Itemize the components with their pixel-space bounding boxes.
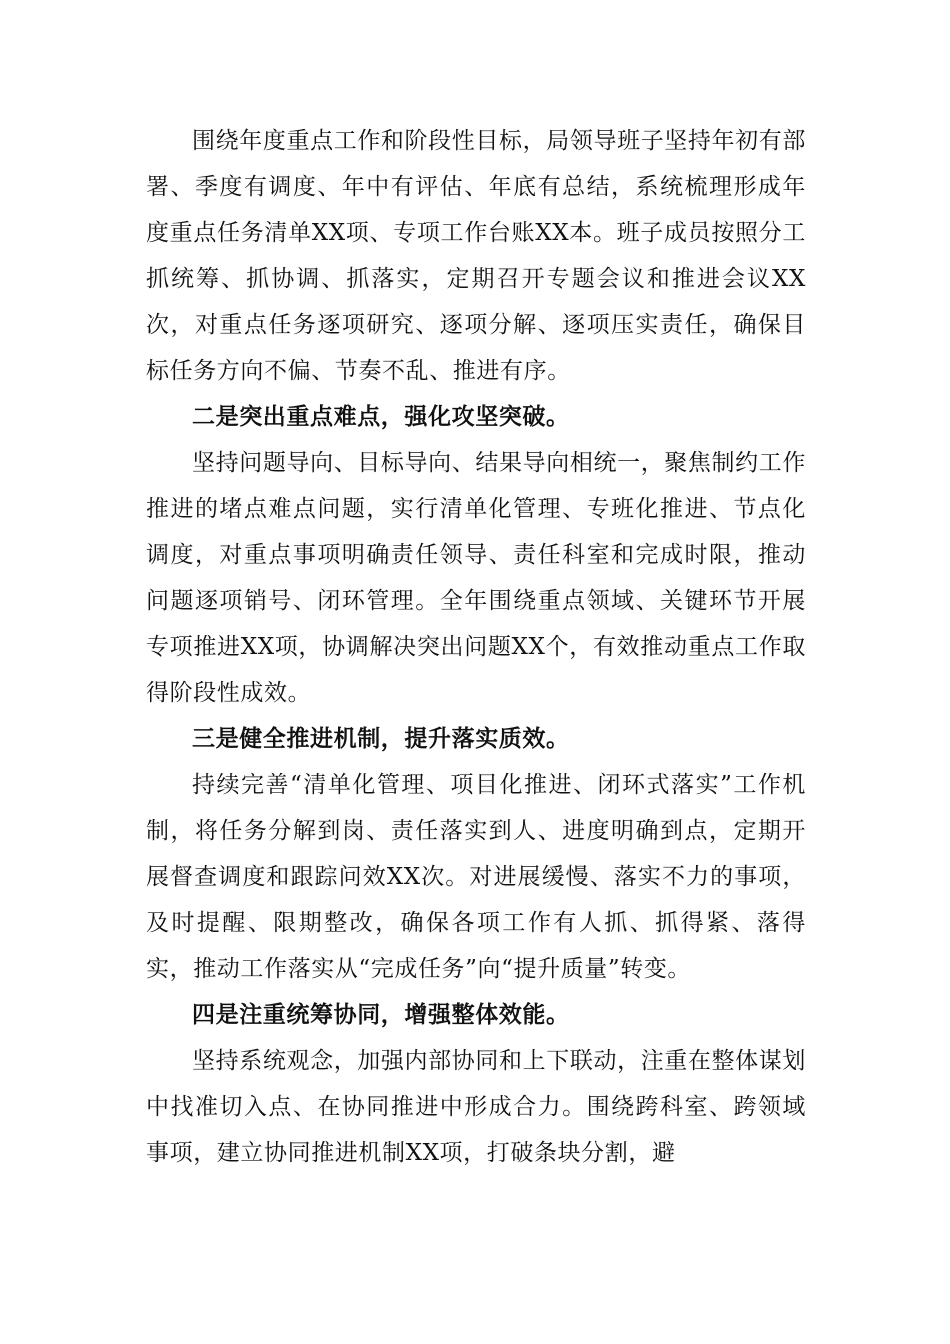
heading-mechanism: 三是健全推进机制，提升落实质效。 (192, 725, 570, 752)
heading-coordination: 四是注重统筹协同，增强整体效能。 (192, 1001, 570, 1028)
document-page (146, 118, 806, 1176)
paragraph-mechanism: 持续完善“清单化管理、项目化推进、闭环式落实”工作机制，将任务分解到岗、责任落实到人、进度明确到点，定期开展督查调度和跟踪问效XX次。对进展缓慢、落实不力的事项，及时提醒、限期整改，确保各项工作有人抓、抓得紧、落得实，推动工作落实从“完成任务”向“提升质量”转变。 (146, 772, 806, 982)
paragraph-problem-oriented: 坚持问题导向、目标导向、结果导向相统一，聚焦制约工作推进的堵点难点问题，实行清单化管理、专班化推进、节点化调度，对重点事项明确责任领导、责任科室和完成时限，推动问题逐项销号、闭环管理。全年围绕重点领域、关键环节开展专项推进XX项，协调解决突出问题XX个，有效推动重点工作取得阶段性成效。 (146, 450, 806, 706)
paragraph-annual-goals: 围绕年度重点工作和阶段性目标，局领导班子坚持年初有部署、季度有调度、年中有评估、年底有总结，系统梳理形成年度重点任务清单XX项、专项工作台账XX本。班子成员按照分工抓统筹、抓协调、抓落实，定期召开专题会议和推进会议XX次，对重点任务逐项研究、逐项分解、逐项压实责任，确保目标任务方向不偏、节奏不乱、推进有序。 (146, 128, 806, 384)
heading-key-difficulties: 二是突出重点难点，强化攻坚突破。 (192, 403, 570, 430)
paragraph-coordination: 坚持系统观念，加强内部协同和上下联动，注重在整体谋划中找准切入点、在协同推进中形成合力。围绕跨科室、跨领域事项，建立协同推进机制XX项，打破条块分割，避 (146, 1048, 806, 1166)
